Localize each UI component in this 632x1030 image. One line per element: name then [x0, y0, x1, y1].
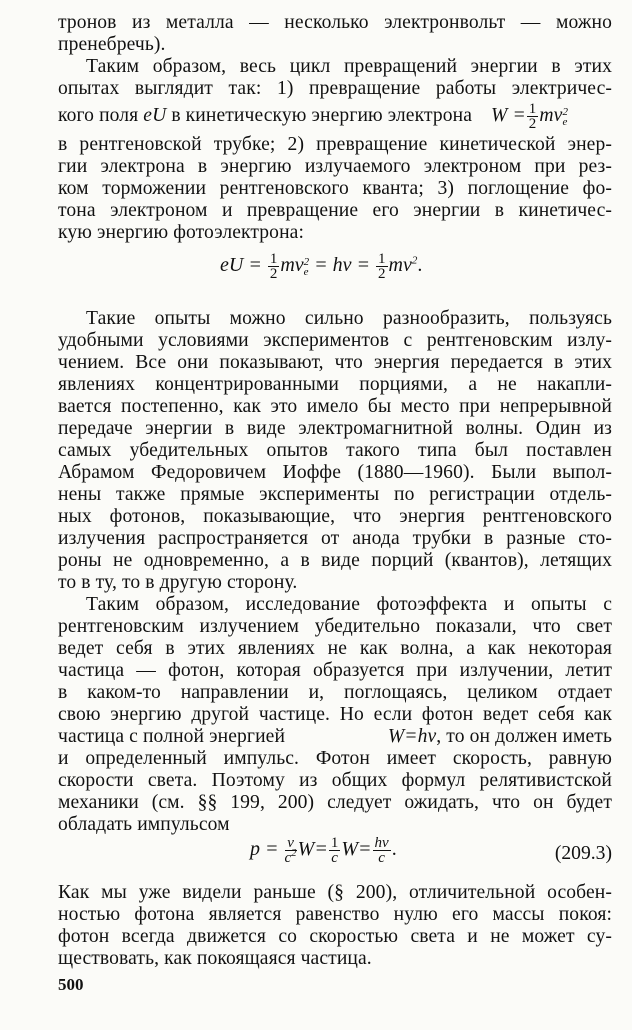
text-line: частица — фотон, которая образуется при излучении, летит	[58, 660, 612, 681]
text-line: излучения распространяется от анода трубки в разные сто-	[58, 528, 612, 549]
text-line: фотон всегда движется со скоростью света и не может су-	[58, 926, 612, 947]
text-line: пренебречь).	[58, 34, 166, 55]
text-line: вается постепенно, как это имело бы место при непрерывной	[58, 396, 612, 417]
text-line: самых убедительных опытов такого типа был поставлен	[58, 440, 612, 461]
text-line: опытах выглядит так: 1) превращение работы электричес-	[58, 78, 612, 99]
text-line: удобными условиями экспериментов с рентгеновским излу-	[58, 330, 612, 351]
sup-sub: 2 e	[562, 105, 569, 128]
text-line: кую энергию фотоэлектрона:	[58, 222, 305, 243]
text-fragment: частица с полной энергией	[58, 726, 286, 747]
math-mv: mv	[539, 105, 563, 126]
equation-momentum: p = $\frac{v}{c^2}$ W= $\frac{1}{c}$ W= $\frac{h\nu}{c}$ .	[250, 835, 397, 866]
text-line: ностью фотона является равенство нулю его массы покоя:	[58, 904, 612, 925]
text-line: Такие опыты можно сильно разнообразить, пользуясь	[86, 308, 612, 329]
text-line: ществовать, как покоящаяся частица.	[58, 948, 372, 969]
text-line: Как мы уже видели раньше (§ 200), отличительной особен-	[58, 882, 612, 903]
text-line: роны не одновременно, а в виде порций (квантов), летящих	[58, 550, 612, 571]
text-line: Абрамом Федоровичем Иоффе (1880—1960). Были выпол-	[58, 462, 612, 483]
text-line: тронов из металла — несколько электронвольт — можно	[58, 12, 612, 33]
math-W: W =	[491, 105, 526, 126]
text-line: в рентгеновской трубке; 2) превращение кинетической энер-	[58, 134, 612, 155]
text-line-with-formula	[58, 102, 612, 131]
text-line: явлениях концентрированными порциями, а не накапли-	[58, 374, 612, 395]
page-number: 500	[58, 975, 84, 994]
text-line: Таким образом, весь цикл превращений энергии в этих	[86, 56, 612, 77]
text-fragment: в кинетическую энергию электрона	[171, 105, 473, 126]
text-line: и определенный импульс. Фотон имеет скорость, равную	[58, 748, 612, 769]
text-line: скорости света. Поэтому из общих формул релятивистской	[58, 770, 612, 791]
text-line-with-formula	[58, 726, 612, 748]
text-line: то в ту, то в другую сторону.	[58, 572, 298, 593]
text-line: ведет себя в этих явлениях не как волна, а как некоторая	[58, 638, 612, 659]
text-line: свою энергию другой частице. Но если фотон ведет себя как	[58, 704, 612, 725]
text-line: гии электрона в энергию излучаемого электроном при рез-	[58, 156, 612, 177]
text-fragment: кого поля	[58, 105, 139, 126]
equation-number: (209.3)	[554, 843, 612, 864]
text-line: передаче энергии в виде электромагнитной волны. Один из	[58, 418, 612, 439]
text-line: обладать импульсом	[58, 814, 230, 835]
text-line: тона электроном и превращение его энергии в кинетичес-	[58, 200, 612, 221]
text-line: нены также прямые эксперименты по регистрации отдель-	[58, 484, 612, 505]
text-line: механики (см. §§ 199, 200) следует ожидать, что он будет	[58, 792, 612, 813]
text-line: ком торможении рентгеновского кванта; 3) поглощение фо-	[58, 178, 612, 199]
text-line: чением. Все они показывают, что энергия передается в этих	[58, 352, 612, 373]
text-line: в каком-то направлении и, поглощаясь, целиком отдает	[58, 682, 612, 703]
equation-energy: eU = $\frac{1}{2}$ mv 2 e = hν = $\frac{1}{2}$ $mv^2$.	[220, 251, 423, 282]
text-fragment: W=hν, то он должен иметь	[387, 726, 612, 747]
text-line: рентгеновским излучением убедительно показали, что свет	[58, 616, 612, 637]
fraction-half: $\frac{1}{2}$	[528, 101, 537, 132]
text-line: Таким образом, исследование фотоэффекта и опыты с	[86, 594, 612, 615]
text-line: ных фотонов, показывающие, что энергия рентгеновского	[58, 506, 612, 527]
math-eU: eU	[143, 105, 167, 126]
